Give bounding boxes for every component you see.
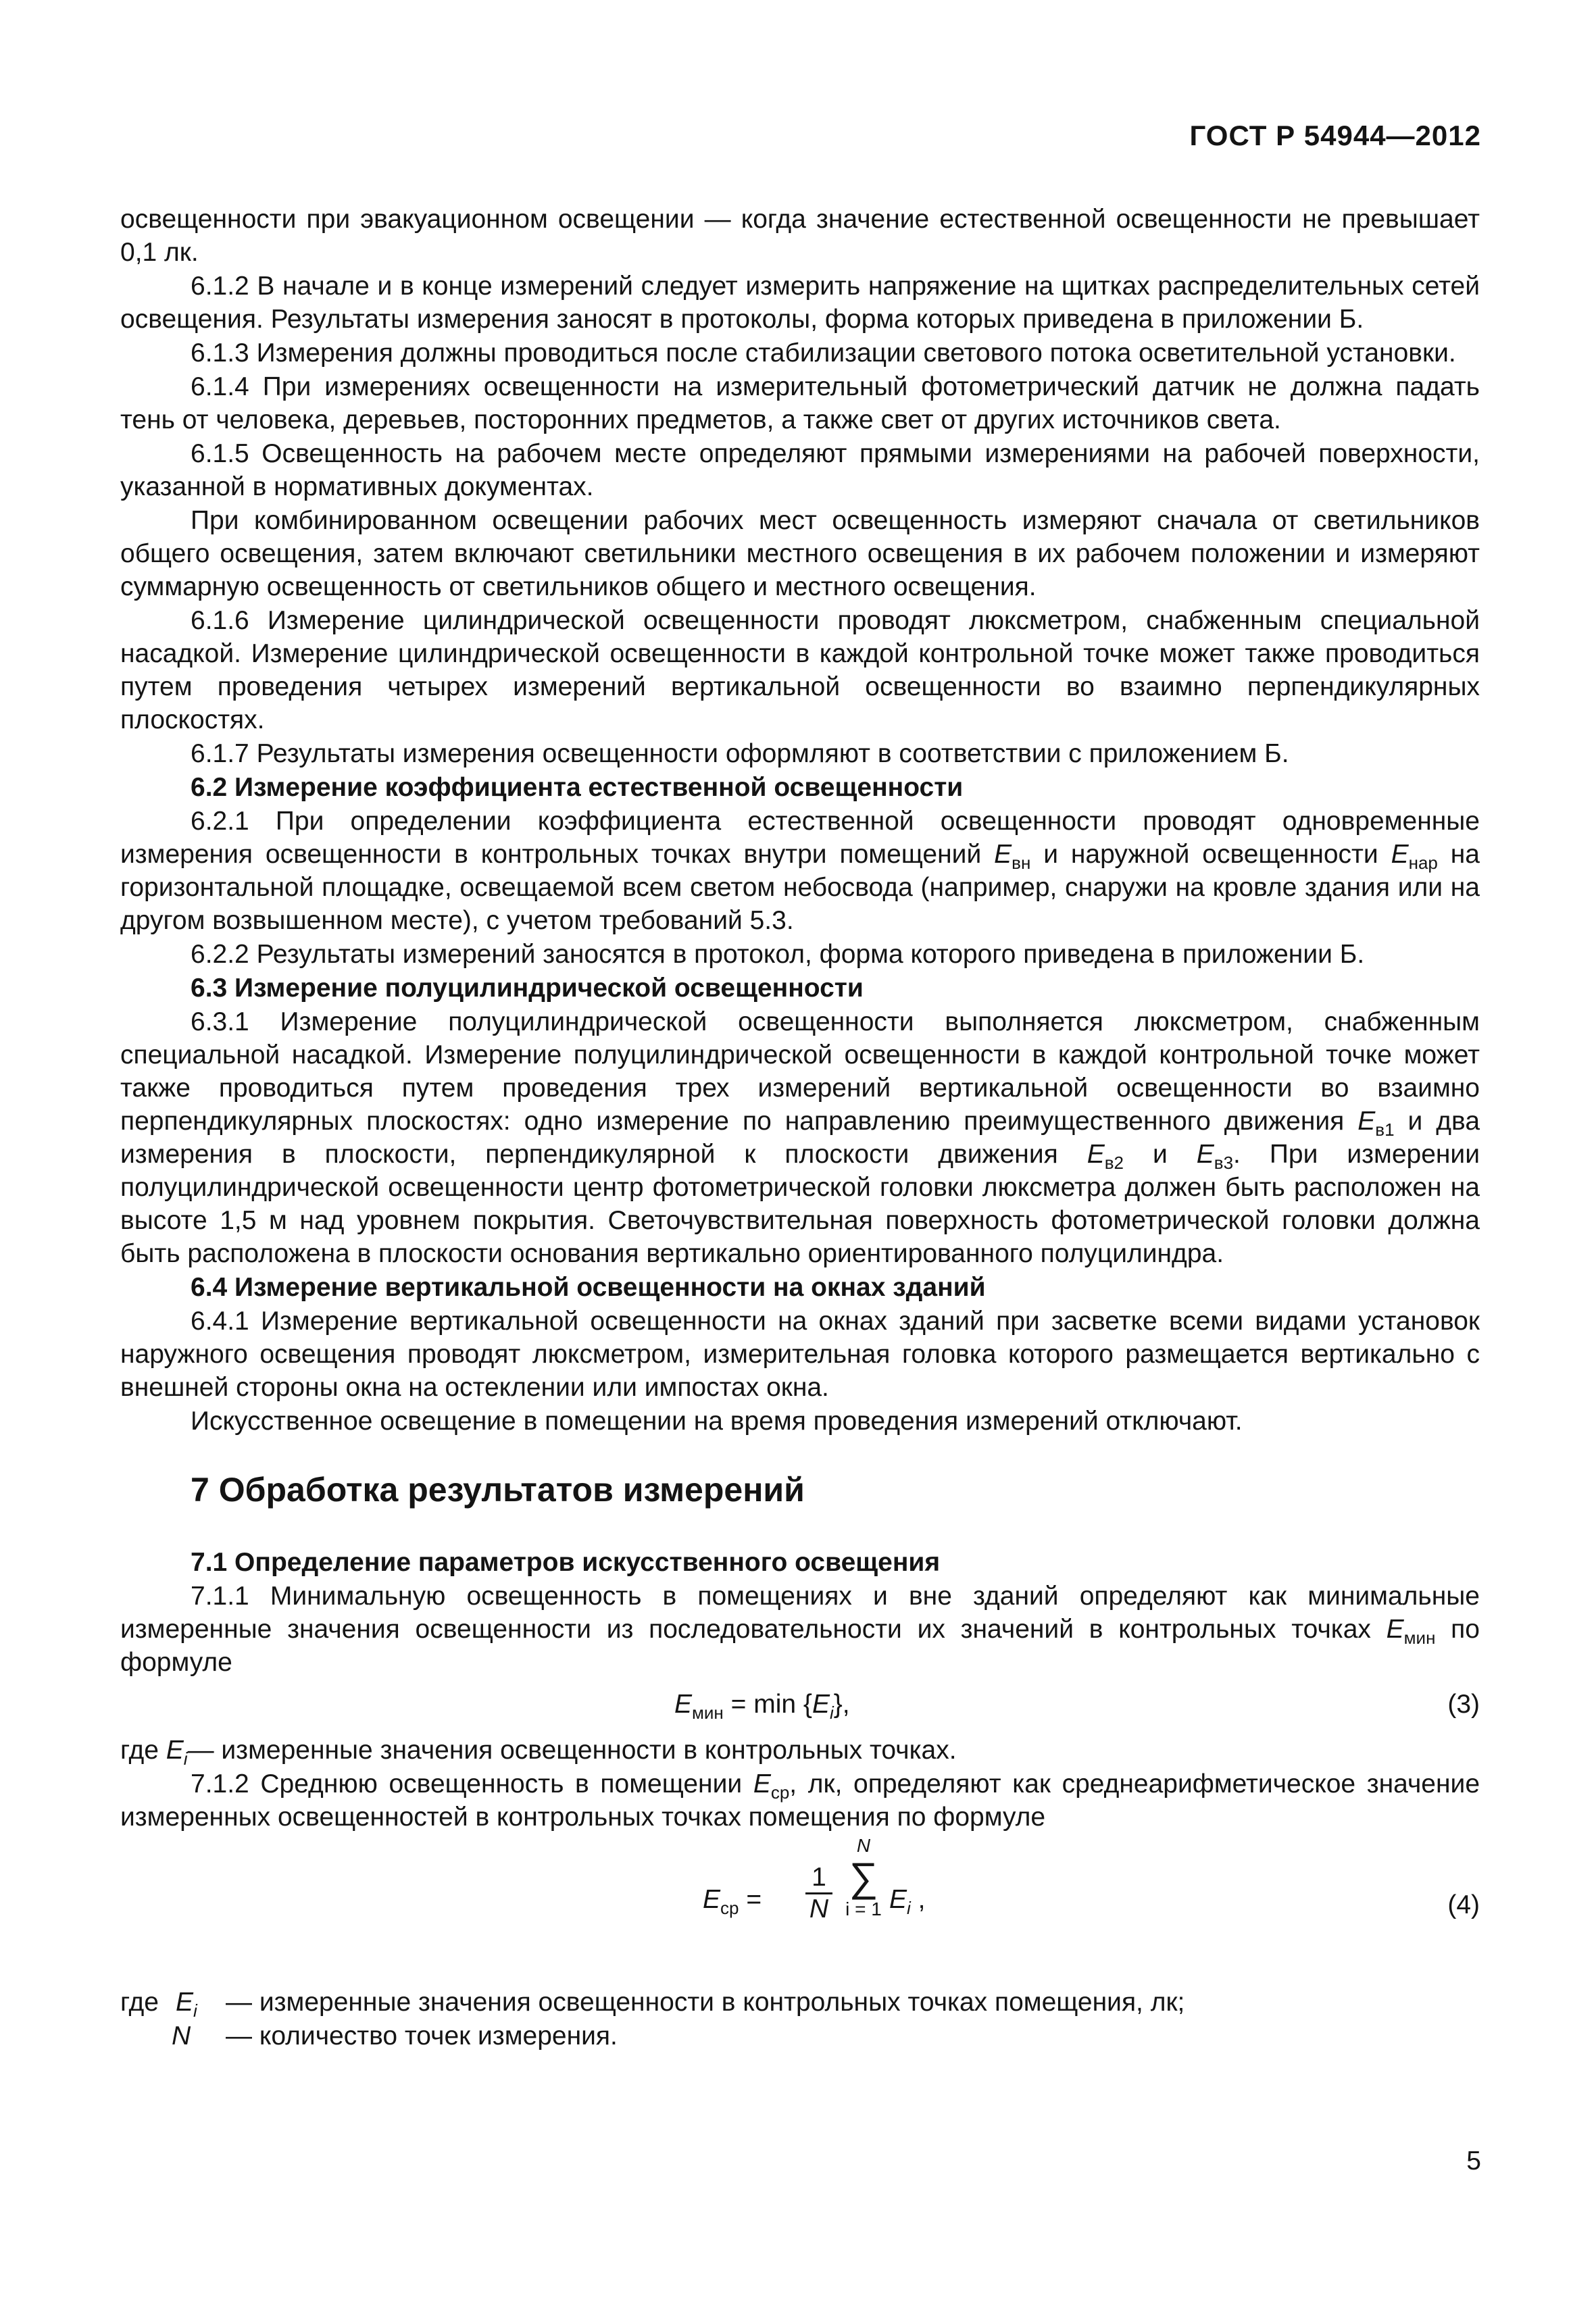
paragraph-7-1-2: 7.1.2 Среднюю освещенность в помещении $E_{ср}$, лк, определяют как среднеарифметическое значение измеренных освещенностей в контрольных точках помещения по формуле: [120, 1769, 1480, 1832]
formula-4-number: (4): [1447, 1890, 1480, 1919]
document-body: [120, 203, 1480, 2053]
definition-row: где $E_i$ — измеренные значения освещенности в контрольных точках помещения, лк;: [120, 1988, 1185, 2021]
definition-row: N — количество точек измерения.: [172, 2021, 618, 2051]
formula-4-definitions: [120, 1986, 1480, 2053]
formula-3: [120, 1680, 1480, 1728]
paragraph-7-1-1: 7.1.1 Минимальную освещенность в помещениях и вне зданий определяют как минимальные измеренные значения освещенности из последовательности их значений в контрольных точках $E_{мин}$ по формуле: [120, 1582, 1480, 1677]
formula-3-number: (3): [1447, 1690, 1480, 1719]
formula-4-fraction: 1 N: [805, 1864, 832, 1923]
formula-4-rhs: $E_i$ ,: [889, 1885, 926, 1918]
paragraph-6-1-4: 6.1.4 При измерениях освещенности на измерительный фотометрический датчик не должна падать тень от человека, деревьев, посторонних предметов, а также свет от других источников света.: [120, 372, 1480, 434]
paragraph-6-1-2: 6.1.2 В начале и в конце измерений следует измерить напряжение на щитках распределительных сетей освещения. Результаты измерения заносят в протоколы, форма которых приведена в приложении Б.: [120, 272, 1480, 334]
paragraph-continuation: освещенности при эвакуационном освещении — когда значение естественной освещенности не превышает 0,1 лк.: [120, 205, 1480, 267]
formula-4: [120, 1834, 1480, 1969]
formula-3-expression: $E_{мин} = \min \{E_i\}$,: [674, 1690, 850, 1723]
sigma-symbol: ∑: [849, 1855, 878, 1900]
paragraph-6-2-1: 6.2.1 При определении коэффициента естественной освещенности проводят одновременные измерения освещенности в контрольных точках внутри помещений $E_{вн}$ и наружной освещенности $E_{нар}$ на горизонтальной площадке, освещаемой всем светом небосвода (например, снаружи на кровле здания или на другом возвышенном месте), с учетом требований 5.3.: [120, 807, 1480, 935]
paragraph-6-1-3: 6.1.3 Измерения должны проводиться после стабилизации светового потока осветительной установки.: [191, 338, 1456, 368]
paragraph-6-1-5-combined: При комбинированном освещении рабочих мест освещенность измеряют сначала от светильников общего освещения, затем включают светильники местного освещения в их рабочем положении и измеряют суммарную освещенность от светильников общего и местного освещения.: [120, 506, 1480, 601]
paragraph-6-1-5: 6.1.5 Освещенность на рабочем месте определяют прямыми измерениями на рабочей поверхности, указанной в нормативных документах.: [120, 439, 1480, 501]
heading-6-4: 6.4 Измерение вертикальной освещенности на окнах зданий: [191, 1273, 986, 1302]
paragraph-6-4-1-artificial: Искусственное освещение в помещении на время проведения измерений отключают.: [191, 1407, 1243, 1436]
heading-6-2: 6.2 Измерение коэффициента естественной освещенности: [191, 773, 964, 802]
paragraph-6-1-6: 6.1.6 Измерение цилиндрической освещенности проводят люксметром, снабженным специальной насадкой. Измерение цилиндрической освещенности в каждой контрольной точке может также проводиться путем проведения четырех измерений вертикальной освещенности во взаимно перпендикулярных плоскостях.: [120, 606, 1480, 734]
page-number: 5: [1466, 2146, 1481, 2175]
formula-4-sum: N ∑ i = 1: [843, 1834, 884, 1921]
heading-6-3: 6.3 Измерение полуцилиндрической освещенности: [191, 974, 864, 1003]
section-heading-7: 7 Обработка результатов измерений: [191, 1471, 805, 1509]
paragraph-6-4-1: 6.4.1 Измерение вертикальной освещенности на окнах зданий при засветке всеми видами установок наружного освещения проводят люксметром, измерительная головка которого размещается вертикально с внешней стороны окна на остеклении или импостах окна.: [120, 1307, 1480, 1402]
formula-4-lhs: $E_{ср}$ =: [703, 1885, 762, 1918]
formula-3-where: где $E_i—$ измеренные значения освещенности в контрольных точках.: [120, 1736, 957, 1769]
paragraph-6-1-7: 6.1.7 Результаты измерения освещенности оформляют в соответствии с приложением Б.: [191, 739, 1289, 768]
paragraph-6-3-1: 6.3.1 Измерение полуцилиндрической освещенности выполняется люксметром, снабженным специальной насадкой. Измерение полуцилиндрической освещенности в каждой контрольной точке может также проводиться путем проведения трех измерений вертикальной освещенности во взаимно перпендикулярных плоскостях: одно измерение по направлению преимущественного движения $E_{в1}$ и два измерения в плоскости, перпендикулярной к плоскости движения $E_{в2}$ и $E_{в3}$. При измерении полуцилиндрической освещенности центр фотометрической головки люксметра должен быть расположен на высоте 1,5 м над уровнем покрытия. Светочувствительная поверхность фотометрической головки должна быть расположена в плоскости основания вертикально ориентированного полуцилиндра.: [120, 1007, 1480, 1268]
standard-code-header: ГОСТ Р 54944—2012: [1189, 120, 1481, 151]
heading-7-1: 7.1 Определение параметров искусственного освещения: [191, 1548, 941, 1577]
paragraph-6-2-2: 6.2.2 Результаты измерений заносятся в протокол, форма которого приведена в приложении Б.: [191, 940, 1365, 969]
